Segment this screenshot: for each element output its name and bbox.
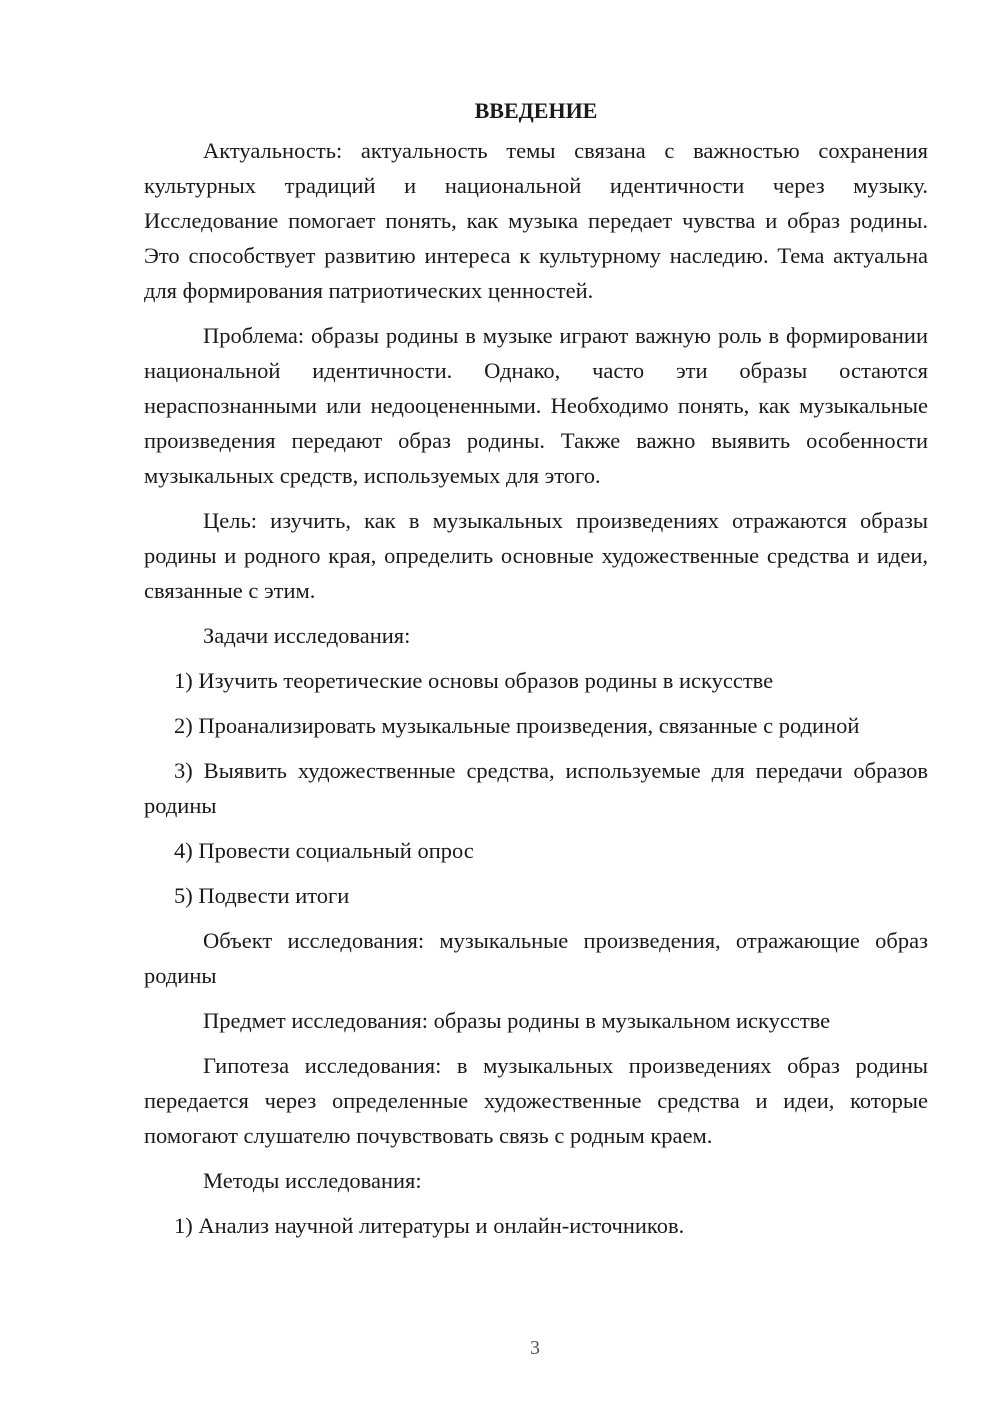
methods-list [144,1208,928,1243]
goal-paragraph: Цель: изучить, как в музыкальных произведениях отражаются образы родины и родного края, определить основные художественные средства и идеи, связанные с этим. [144,508,928,603]
object-paragraph: Объект исследования: музыкальные произведения, отражающие образ родины [144,928,928,988]
list-item: 1) Изучить теоретические основы образов родины в искусстве [174,668,774,693]
tasks-list [144,663,928,913]
list-item: 3) Выявить художественные средства, используемые для передачи образов родины [144,758,928,818]
page-number: 3 [530,1337,540,1359]
subject-paragraph: Предмет исследования: образы родины в музыкальном искусстве [203,1008,831,1033]
list-item: 5) Подвести итоги [174,883,350,908]
list-item: 4) Провести социальный опрос [174,838,474,863]
tasks-heading: Задачи исследования: [203,623,411,648]
problem-paragraph: Проблема: образы родины в музыке играют важную роль в формировании национальной идентичности. Однако, часто эти образы остаются нераспознанными или недооцененными. Необходимо понять, как музыкальные произведения передают образ родины. Также важно выявить особенности музыкальных средств, используемых для этого. [144,323,928,488]
methods-heading: Методы исследования: [203,1168,422,1193]
list-item: 2) Проанализировать музыкальные произведения, связанные с родиной [174,713,860,738]
hypothesis-paragraph: Гипотеза исследования: в музыкальных произведениях образ родины передается через определенные художественные средства и идеи, которые помогают слушателю почувствовать связь с родным краем. [144,1053,928,1148]
list-item: 1) Анализ научной литературы и онлайн-источников. [174,1213,685,1238]
page-title: ВВЕДЕНИЕ [474,98,598,123]
relevance-paragraph: Актуальность: актуальность темы связана с важностью сохранения культурных традиций и национальной идентичности через музыку. Исследование помогает понять, как музыка передает чувства и образ родины. Это способствует развитию интереса к культурному наследию. Тема актуальна для формирования патриотических ценностей. [144,138,928,303]
document-page [144,96,928,1253]
